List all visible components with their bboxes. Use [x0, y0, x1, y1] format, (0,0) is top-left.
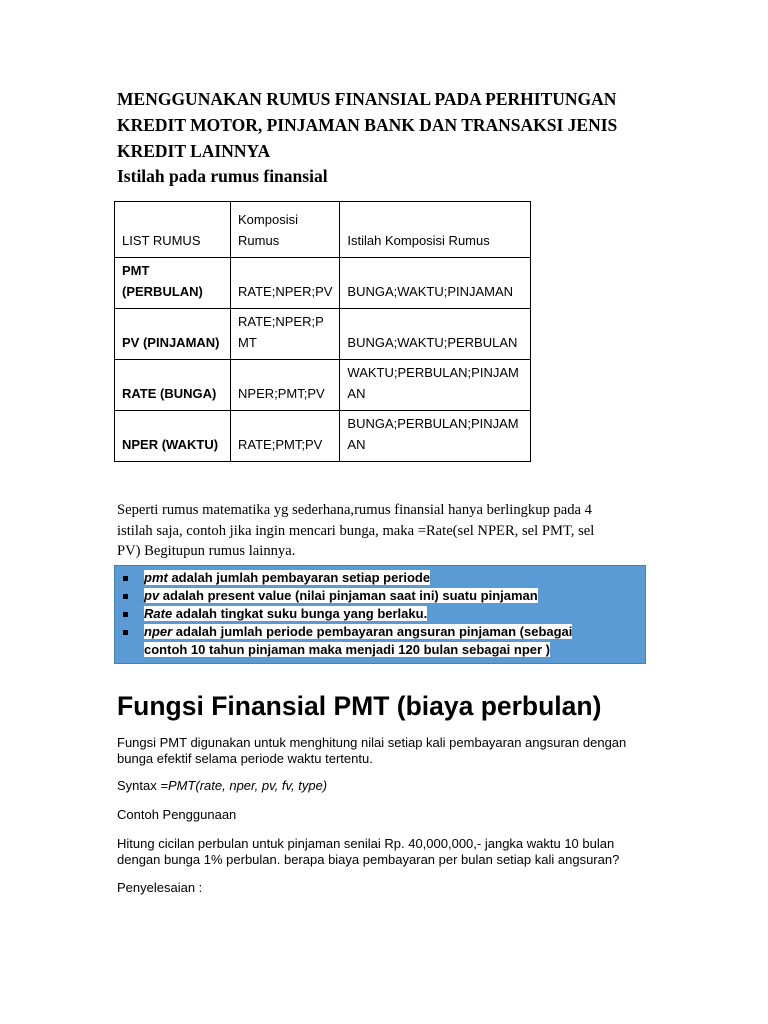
header-cell-komposisi: Komposisi Rumus: [231, 202, 340, 258]
definition-list: [121, 569, 639, 659]
cell-komposisi: NPER;PMT;PV: [231, 360, 340, 411]
cell-komposisi: RATE;PMT;PV: [231, 411, 340, 462]
definition-box: [114, 565, 646, 664]
square-bullet-icon: [123, 630, 128, 635]
pmt-description: Fungsi PMT digunakan untuk menghitung nilai setiap kali pembayaran angsuran dengan bunga efektif selama periode waktu tertentu.: [117, 735, 627, 766]
cell-rumus-name: NPER (WAKTU): [115, 411, 231, 462]
list-item: pv adalah present value (nilai pinjaman saat ini) suatu pinjaman: [121, 587, 639, 605]
penyelesaian-label: Penyelesaian :: [117, 880, 203, 895]
rumus-table: [114, 201, 531, 462]
cell-istilah: BUNGA;WAKTU;PERBULAN: [340, 309, 531, 360]
table-header-row: [115, 202, 531, 258]
cell-rumus-name: PV (PINJAMAN): [115, 309, 231, 360]
table-row: [115, 360, 531, 411]
title-line-3: KREDIT LAINNYA: [117, 141, 271, 161]
cell-komposisi: RATE;NPER;PV: [231, 258, 340, 309]
cell-komposisi: RATE;NPER;P MT: [231, 309, 340, 360]
square-bullet-icon: [123, 612, 128, 617]
list-item: pmt adalah jumlah pembayaran setiap periode: [121, 569, 639, 587]
list-item: nper adalah jumlah periode pembayaran angsuran pinjaman (sebagai contoh 10 tahun pinjaman maka menjadi 120 bulan sebagai nper ): [121, 623, 639, 659]
intro-paragraph: Seperti rumus matematika yg sederhana,rumus finansial hanya berlingkup pada 4 istilah saja, contoh jika ingin mencari bunga, maka =Rate(sel NPER, sel PMT, sel PV) Begitupun rumus lainnya.: [117, 502, 595, 559]
table-row: [115, 309, 531, 360]
cell-istilah: BUNGA;WAKTU;PINJAMAN: [340, 258, 531, 309]
section-subtitle: Istilah pada rumus finansial: [117, 166, 328, 186]
contoh-label: Contoh Penggunaan: [117, 807, 237, 822]
square-bullet-icon: [123, 576, 128, 581]
header-cell-list-rumus: LIST RUMUS: [115, 202, 231, 258]
title-line-2: KREDIT MOTOR, PINJAMAN BANK DAN TRANSAKSI JENIS: [117, 115, 618, 135]
section-heading: Fungsi Finansial PMT (biaya perbulan): [117, 691, 602, 721]
syntax-line: Syntax =PMT(rate, nper, pv, fv, type): [117, 778, 328, 793]
cell-istilah: BUNGA;PERBULAN;PINJAM AN: [340, 411, 531, 462]
cell-rumus-name: PMT (PERBULAN): [115, 258, 231, 309]
document-title: [117, 86, 657, 164]
list-item: Rate adalah tingkat suku bunga yang berlaku.: [121, 605, 639, 623]
table-row: [115, 411, 531, 462]
table-row: [115, 258, 531, 309]
example-text: Hitung cicilan perbulan untuk pinjaman senilai Rp. 40,000,000,- jangka waktu 10 bulan dengan bunga 1% perbulan. berapa biaya pembayaran per bulan setiap kali angsuran?: [117, 836, 620, 867]
header-cell-istilah: Istilah Komposisi Rumus: [340, 202, 531, 258]
cell-rumus-name: RATE (BUNGA): [115, 360, 231, 411]
square-bullet-icon: [123, 594, 128, 599]
cell-istilah: WAKTU;PERBULAN;PINJAM AN: [340, 360, 531, 411]
title-line-1: MENGGUNAKAN RUMUS FINANSIAL PADA PERHITUNGAN: [117, 89, 617, 109]
